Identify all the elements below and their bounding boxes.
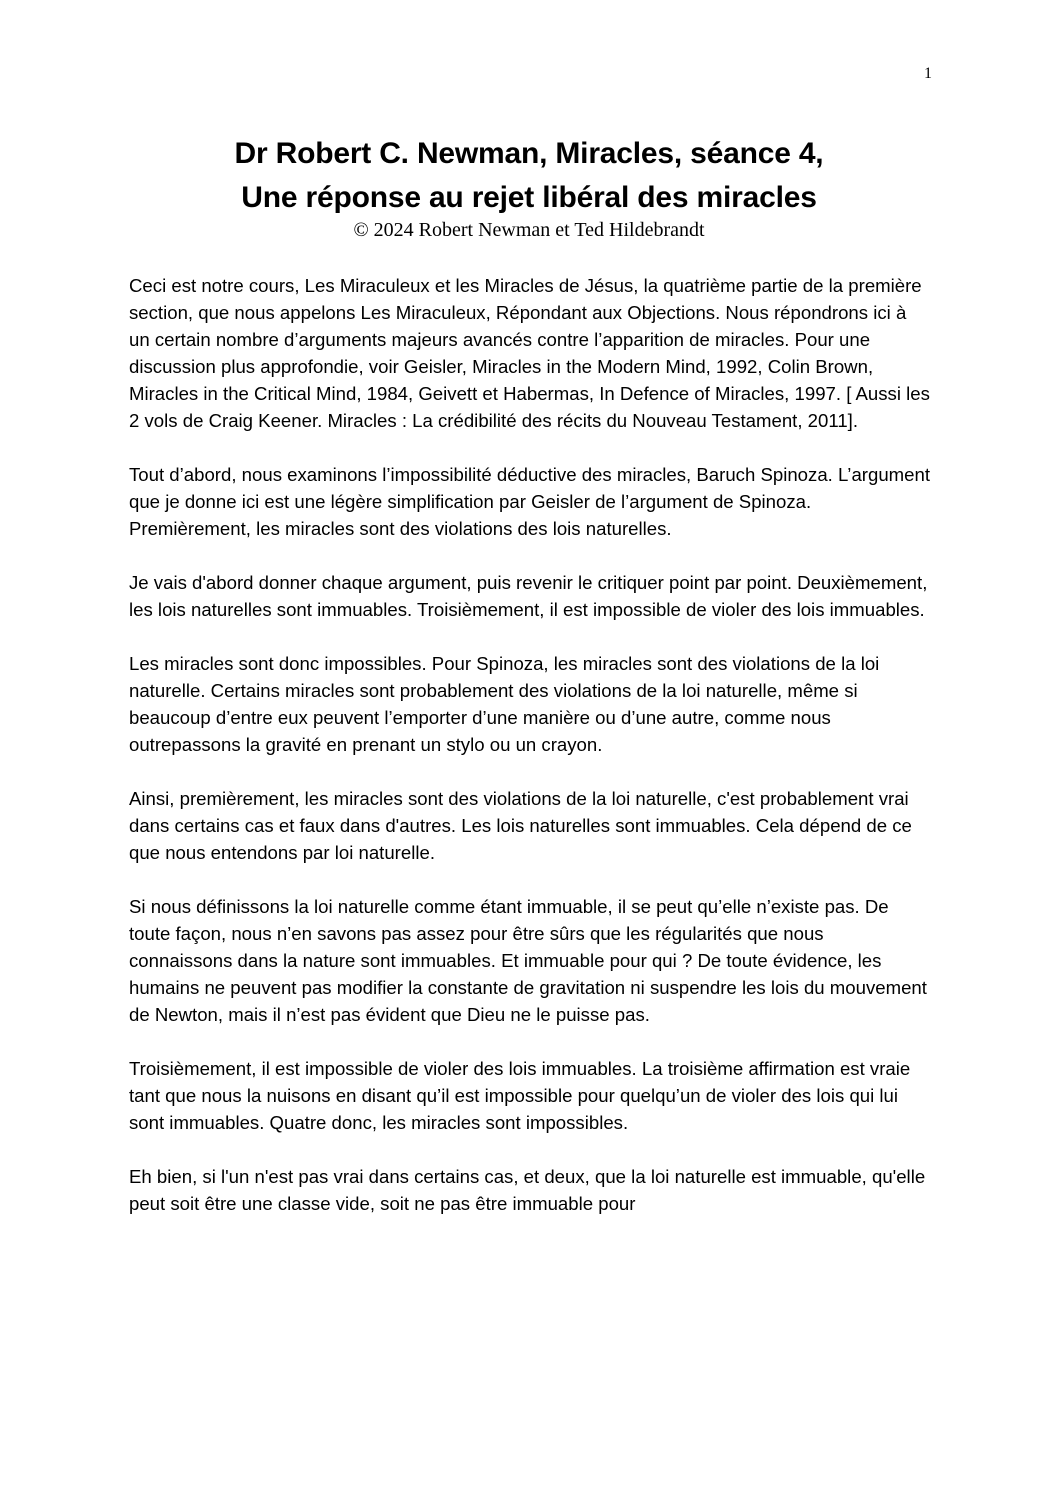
paragraph-2: Tout d’abord, nous examinons l’impossibilité déductive des miracles, Baruch Spinoza. L’argument que je donne ici est une légère simplification par Geisler de l’argument de Spinoza. Premièrement, les miracles sont des violations des lois naturelles.: [129, 464, 930, 539]
title-block: [0, 132, 1058, 242]
paragraph-7: Troisièmement, il est impossible de violer des lois immuables. La troisième affirmation est vraie tant que nous la nuisons en disant qu’il est impossible pour quelqu’un de violer des lois qui lui sont immuables. Quatre donc, les miracles sont impossibles.: [129, 1058, 911, 1133]
paragraph-6: Si nous définissons la loi naturelle comme étant immuable, il se peut qu’elle n’existe pas. De toute façon, nous n’en savons pas assez pour être sûrs que les régularités que nous connaissons dans la nature sont immuables. Et immuable pour qui ? De toute évidence, les humains ne peuvent pas modifier la constante de gravitation ni suspendre les lois du mouvement de Newton, mais il n’est pas évident que Dieu ne le puisse pas.: [129, 896, 927, 1025]
paragraph-3: Je vais d'abord donner chaque argument, puis revenir le critiquer point par point. Deuxièmement, les lois naturelles sont immuables. Troisièmement, il est impossible de violer des lois immuables.: [129, 572, 928, 620]
paragraph-8: Eh bien, si l'un n'est pas vrai dans certains cas, et deux, que la loi naturelle est immuable, qu'elle peut soit être une classe vide, soit ne pas être immuable pour: [129, 1166, 926, 1214]
document-body: [129, 272, 931, 1244]
page-number: 1: [924, 65, 932, 82]
copyright-notice: © 2024 Robert Newman et Ted Hildebrandt: [353, 219, 705, 241]
paragraph-4: Les miracles sont donc impossibles. Pour Spinoza, les miracles sont des violations de la loi naturelle. Certains miracles sont probablement des violations de la loi naturelle, même si beaucoup d’entre eux peuvent l’emporter d’une manière ou d’une autre, comme nous outrepassons la gravité en prenant un stylo ou un crayon.: [129, 653, 880, 755]
document-title-line-1: Dr Robert C. Newman, Miracles, séance 4,: [234, 137, 824, 170]
paragraph-1: Ceci est notre cours, Les Miraculeux et les Miracles de Jésus, la quatrième partie de la première section, que nous appelons Les Miraculeux, Répondant aux Objections. Nous répondrons ici à un certain nombre d’arguments majeurs avancés contre l’apparition de miracles. Pour une discussion plus approfondie, voir Geisler, Miracles in the Modern Mind, 1992, Colin Brown, Miracles in the Critical Mind, 1984, Geivett et Habermas, In Defence of Miracles, 1997. [ Aussi les 2 vols de Craig Keener. Miracles : La crédibilité des récits du Nouveau Testament, 2011].: [129, 275, 930, 431]
paragraph-5: Ainsi, premièrement, les miracles sont des violations de la loi naturelle, c'est probablement vrai dans certains cas et faux dans d'autres. Les lois naturelles sont immuables. Cela dépend de ce que nous entendons par loi naturelle.: [129, 788, 912, 863]
document-title-line-2: Une réponse au rejet libéral des miracles: [241, 181, 817, 214]
